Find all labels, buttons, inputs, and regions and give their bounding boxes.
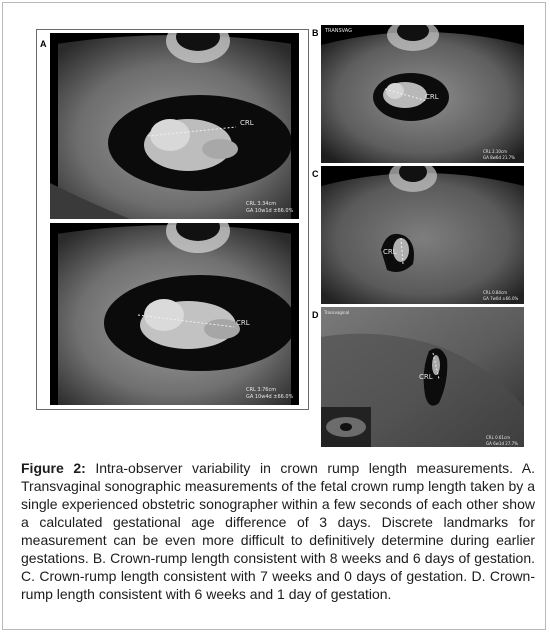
ultrasound-panel-d — [321, 307, 524, 447]
ga-readout: GA 10w4d ±66.0% — [246, 394, 294, 400]
crl-label: CRL — [383, 248, 397, 256]
panel-label-a: A — [40, 39, 47, 49]
figure-frame — [2, 2, 546, 630]
panel-label-d: D — [312, 310, 319, 320]
crl-label: CRL — [419, 373, 433, 381]
ga-readout: GA 8w6d 21.7% — [483, 155, 515, 160]
ultrasound-panel-b — [321, 25, 524, 163]
ga-readout: GA 6w1d 27.7% — [486, 441, 518, 446]
ga-readout: GA 10w1d ±66.0% — [246, 208, 294, 214]
crl-readout: CRL 0.61cm — [486, 435, 511, 440]
caption-label: Figure 2: — [21, 460, 86, 476]
panel-label-c: C — [312, 169, 319, 179]
ultrasound-panel-a-top — [50, 33, 299, 219]
scan-mode-header: Transvaginal — [324, 310, 350, 315]
figure-caption — [21, 459, 535, 603]
crl-readout: CRL 3.34cm — [246, 201, 277, 207]
crl-readout: CRL 2.10cm — [483, 149, 508, 154]
scan-mode-header: TRANSVAG — [325, 28, 352, 34]
crl-readout: CRL 0.84cm — [483, 290, 508, 295]
caption-text: Intra-observer variability in crown rump length measurements. A. Transvaginal sonographic measurements of the fetal crown rump length taken by a single experienced obstetric sonographer within a few seconds of each other show a calculated gestational age difference of 3 days. Discrete landmarks for measurement can be even more difficult to definitively determine during earlier gestations. B. Crown-rump length consistent with 8 weeks and 6 days of gestation. C. Crown-rump length consistent with 7 weeks and 0 days of gestation. D. Crown-rump length consistent with 6 weeks and 1 day of gestation. — [21, 460, 535, 602]
ultrasound-panel-a-bottom — [50, 223, 299, 405]
crl-readout: CRL 3.76cm — [246, 387, 277, 393]
crl-label: CRL — [236, 319, 250, 327]
crl-label: CRL — [240, 119, 254, 127]
ultrasound-panel-c — [321, 166, 524, 304]
panel-label-b: B — [312, 28, 319, 38]
crl-label: CRL — [425, 93, 439, 101]
ga-readout: GA 7w0d ±66.0% — [483, 296, 519, 301]
